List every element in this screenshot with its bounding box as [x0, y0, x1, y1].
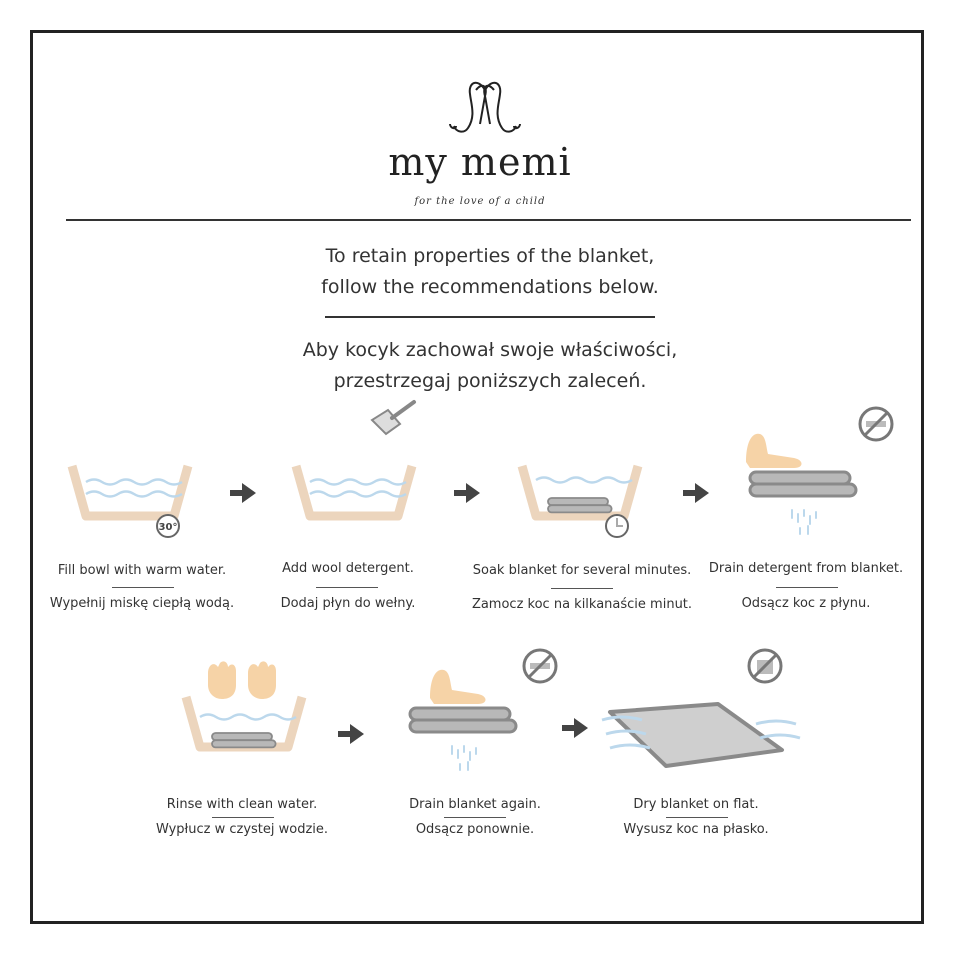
step6-divider [444, 817, 506, 818]
step4-caption-pl: Odsącz koc z płynu. [741, 596, 871, 611]
brand-tagline: for the love of a child [414, 196, 546, 207]
brand-name: my memi [388, 140, 572, 184]
step5-caption-pl: Wypłucz w czystej wodzie. [155, 822, 329, 837]
step5-divider [212, 817, 274, 818]
svg-text:30°: 30° [158, 522, 178, 533]
step2-caption-pl: Dodaj płyn do wełny. [280, 596, 416, 611]
step6-caption-en: Drain blanket again. [409, 797, 541, 812]
no-tumble-dry-icon [749, 650, 781, 682]
intro-en-line2: follow the recommendations below. [321, 276, 659, 298]
step2-caption-en: Add wool detergent. [282, 561, 414, 576]
intro-pl-line1: Aby kocyk zachował swoje właściwości, [302, 339, 678, 361]
step1-divider [112, 587, 174, 588]
step4-press-icon [746, 434, 856, 534]
step3-divider [551, 588, 613, 589]
arrow-2-3 [454, 483, 480, 503]
arrow-6-7 [562, 718, 588, 738]
no-wringing-icon [860, 408, 892, 440]
step4-divider [776, 587, 838, 588]
step2-detergent-icon [296, 466, 412, 516]
step7-flat-dry-icon [602, 704, 800, 766]
detergent-scoop-icon [372, 402, 414, 434]
step3-soak-icon [522, 466, 638, 537]
step3-caption-en: Soak blanket for several minutes. [472, 563, 692, 578]
intro-en-line1: To retain properties of the blanket, [325, 245, 655, 267]
step5-caption-en: Rinse with clean water. [166, 797, 318, 812]
arrow-1-2 [230, 483, 256, 503]
step1-bowl-icon [72, 466, 188, 537]
step1-caption-pl: Wypełnij miskę ciepłą wodą. [49, 596, 235, 611]
step5-rinse-icon [186, 661, 302, 747]
step7-divider [666, 817, 728, 818]
arrow-5-6 [338, 724, 364, 744]
step3-caption-pl: Zamocz koc na kilkanaście minut. [471, 597, 693, 612]
step1-caption-en: Fill bowl with warm water. [57, 563, 227, 578]
intro-pl-line2: przestrzegaj poniższych zaleceń. [333, 370, 647, 392]
step6-press-icon [410, 670, 516, 770]
step2-divider [316, 587, 378, 588]
step6-caption-pl: Odsącz ponownie. [415, 822, 535, 837]
step7-caption-en: Dry blanket on flat. [633, 797, 759, 812]
no-wringing-icon-2 [524, 650, 556, 682]
step4-caption-en: Drain detergent from blanket. [708, 561, 904, 576]
arrow-3-4 [683, 483, 709, 503]
step7-caption-pl: Wysusz koc na płasko. [623, 822, 769, 837]
